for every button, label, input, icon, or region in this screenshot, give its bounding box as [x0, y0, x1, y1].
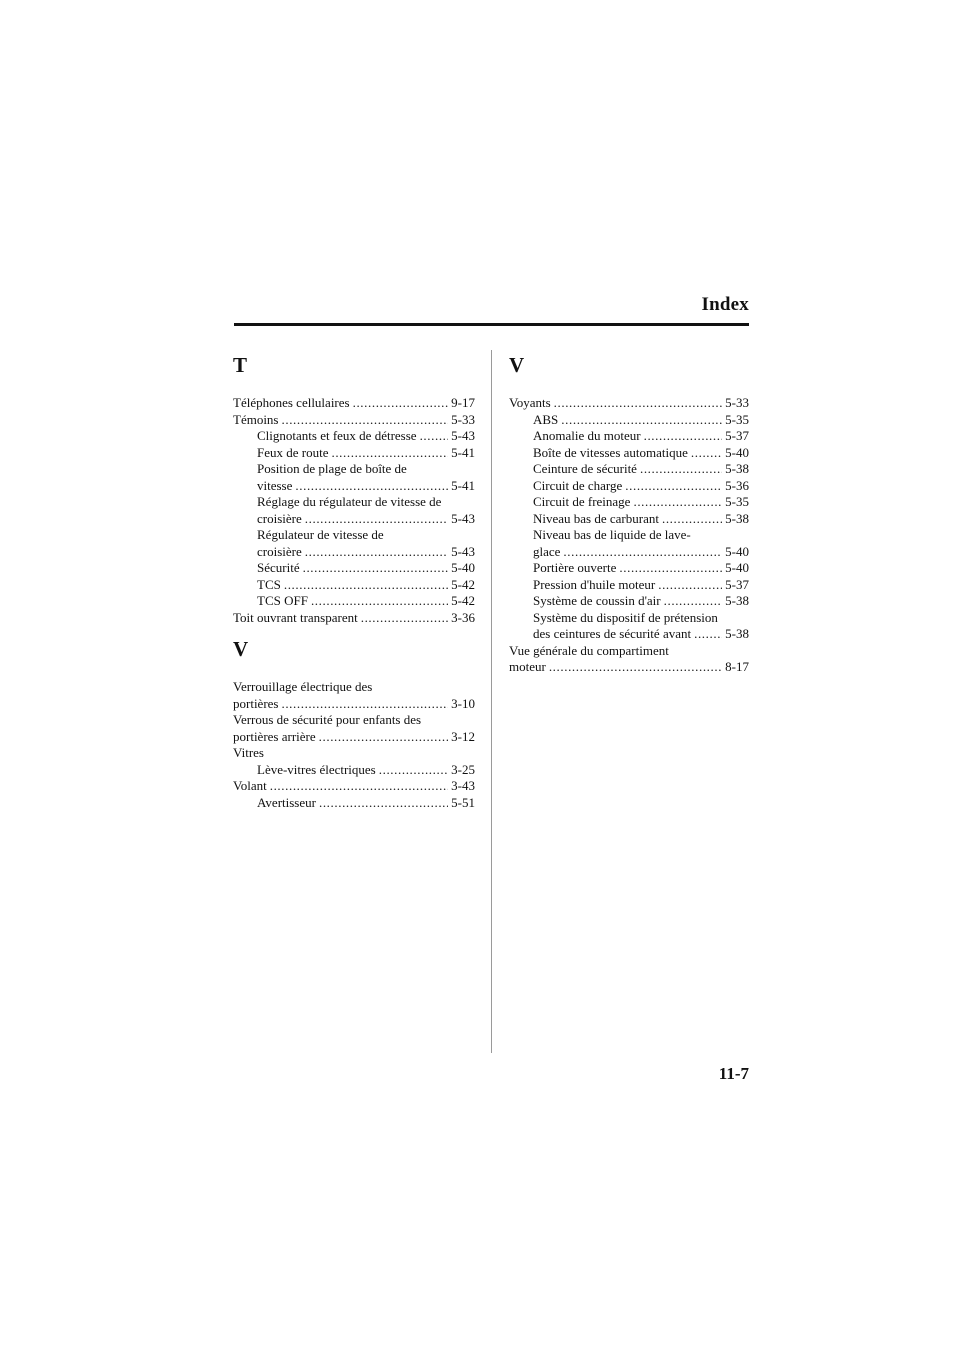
index-subentry: Feux de route ..... 5-41: [233, 445, 475, 462]
index-subentry: Sécurité ..... 5-40: [233, 560, 475, 577]
index-column-left: [233, 348, 475, 811]
index-subentry: vitesse ..... 5-41: [233, 478, 475, 495]
index-column-right: [509, 348, 749, 676]
index-subentry: croisière ..... 5-43: [233, 511, 475, 528]
index-subentry: Ceinture de sécurité ..... 5-38: [509, 461, 749, 478]
index-entry: Témoins ..... 5-33: [233, 412, 475, 429]
index-entry: Verrous de sécurité pour enfants des: [233, 712, 422, 727]
index-subentry: Portière ouverte ..... 5-40: [509, 560, 749, 577]
index-subentry: Système du dispositif de prétension: [533, 609, 718, 625]
index-subentry: Pression d'huile moteur ..... 5-37: [509, 577, 749, 594]
page-header-title: Index: [701, 294, 749, 315]
index-entry: Verrouillage électrique des: [233, 679, 373, 694]
index-subentry: Circuit de freinage ..... 5-35: [509, 494, 749, 511]
index-subentry: Anomalie du moteur ..... 5-37: [509, 428, 749, 445]
index-subentry: ABS ..... 5-35: [509, 412, 749, 429]
index-entry: Vitres: [233, 745, 264, 760]
index-subentry: Circuit de charge ..... 5-36: [509, 478, 749, 495]
index-subentry: glace ..... 5-40: [509, 544, 749, 561]
column-divider: [491, 350, 492, 1053]
index-entry: Vue générale du compartiment: [509, 642, 669, 658]
index-subentry: Système de coussin d'air ..... 5-38: [509, 593, 749, 610]
index-subentry: Boîte de vitesses automatique ..... 5-40: [509, 445, 749, 462]
page-number: 11-7: [718, 1064, 749, 1083]
index-entry: Téléphones cellulaires ..... 9-17: [233, 395, 475, 412]
index-entry: Toit ouvrant transparent ..... 3-36: [233, 610, 475, 627]
section-letter-v: V: [509, 353, 525, 377]
index-entry: portières arrière ..... 3-12: [233, 729, 475, 746]
index-subentry: Niveau bas de liquide de lave-: [533, 527, 691, 542]
index-subentry: Position de plage de boîte de: [257, 461, 407, 476]
index-subentry: TCS ..... 5-42: [233, 577, 475, 594]
index-subentry: Clignotants et feux de détresse ..... 5-43: [233, 428, 475, 445]
index-subentry: Niveau bas de carburant ..... 5-38: [509, 511, 749, 528]
index-entry: portières ..... 3-10: [233, 696, 475, 713]
index-subentry: des ceintures de sécurité avant ..... 5-38: [509, 626, 749, 643]
index-entry: Volant ..... 3-43: [233, 778, 475, 795]
header-rule: [234, 323, 749, 326]
index-subentry: TCS OFF ..... 5-42: [233, 593, 475, 610]
index-subentry: Lève-vitres électriques ..... 3-25: [233, 762, 475, 779]
section-letter-t: T: [233, 353, 248, 377]
index-entry: moteur ..... 8-17: [509, 659, 749, 676]
section-letter-v: V: [233, 637, 249, 661]
index-entry: Voyants ..... 5-33: [509, 395, 749, 412]
index-subentry: Réglage du régulateur de vitesse de: [257, 494, 442, 509]
index-subentry: Avertisseur ..... 5-51: [233, 795, 475, 812]
index-subentry: croisière ..... 5-43: [233, 544, 475, 561]
index-subentry: Régulateur de vitesse de: [257, 527, 384, 542]
